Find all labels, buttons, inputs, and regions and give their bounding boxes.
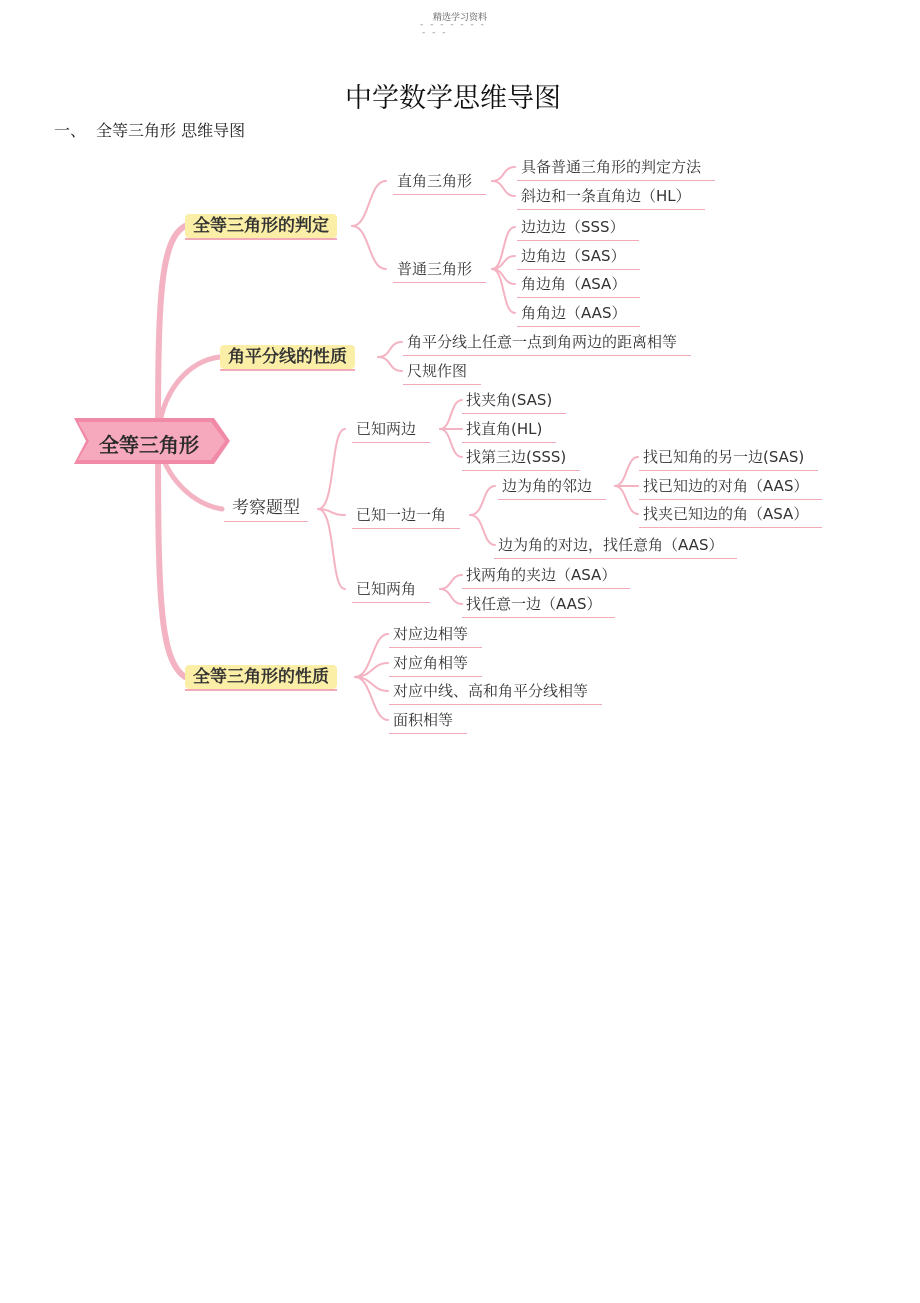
- header-note: 精选学习资料: [432, 13, 487, 23]
- leaf-item: 角平分线上任意一点到角两边的距离相等: [407, 332, 677, 352]
- leaf-item: 找第三边(SSS): [466, 447, 566, 467]
- branch-properties: [185, 665, 337, 689]
- leaf-item: 边边边（SSS）: [521, 217, 625, 237]
- leaf-item: 尺规作图: [407, 361, 467, 381]
- node-two-sides: 已知两边: [356, 419, 416, 439]
- leaf-item: 找已知边的对角（AAS）: [643, 476, 808, 496]
- leaf-item: 具备普通三角形的判定方法: [521, 157, 701, 177]
- branch-properties-label: 全等三角形的性质: [193, 667, 329, 687]
- branch-exam: [232, 498, 300, 518]
- branch-judgement: [185, 214, 337, 238]
- leaf-item: 对应中线、高和角平分线相等: [393, 681, 588, 701]
- leaf-item: 对应角相等: [393, 653, 468, 673]
- document-title: 中学数学思维导图: [345, 83, 561, 114]
- leaf-item: 找直角(HL): [466, 419, 542, 439]
- leaf-item: 找已知角的另一边(SAS): [643, 447, 804, 467]
- branch-bisector: [220, 345, 355, 369]
- leaf-item: 找任意一边（AAS）: [466, 594, 601, 614]
- leaf-item: 对应边相等: [393, 624, 468, 644]
- header-dashes: - - - - - - -: [420, 20, 486, 30]
- leaf-item: 找夹已知边的角（ASA）: [643, 504, 808, 524]
- leaf-item: 找两角的夹边（ASA）: [466, 565, 616, 585]
- node-normal-triangle: 普通三角形: [397, 259, 472, 279]
- leaf-item: 斜边和一条直角边（HL）: [521, 186, 691, 206]
- mindmap-root: [74, 416, 234, 466]
- node-side-angle: 已知一边一角: [356, 505, 446, 525]
- leaf-item: 边角边（SAS）: [521, 246, 626, 266]
- node-opposite-side: 边为角的对边，找任意角（AAS）: [498, 535, 723, 555]
- leaf-item: 角边角（ASA）: [521, 274, 626, 294]
- leaf-item: 角角边（AAS）: [521, 303, 626, 323]
- root-label: 全等三角形: [99, 433, 199, 457]
- section-title: 全等三角形 思维导图: [96, 121, 246, 140]
- leaf-item: 面积相等: [393, 710, 453, 730]
- node-right-triangle: 直角三角形: [397, 171, 472, 191]
- branch-exam-label: 考察题型: [232, 498, 300, 518]
- branch-bisector-label: 角平分线的性质: [228, 347, 347, 367]
- node-adjacent-side: 边为角的邻边: [502, 476, 592, 496]
- section-number: 一、: [54, 121, 87, 140]
- leaf-item: 找夹角(SAS): [466, 390, 552, 410]
- node-two-angles: 已知两角: [356, 579, 416, 599]
- header-dashes-2: - - -: [422, 28, 448, 38]
- branch-judgement-label: 全等三角形的判定: [193, 216, 329, 236]
